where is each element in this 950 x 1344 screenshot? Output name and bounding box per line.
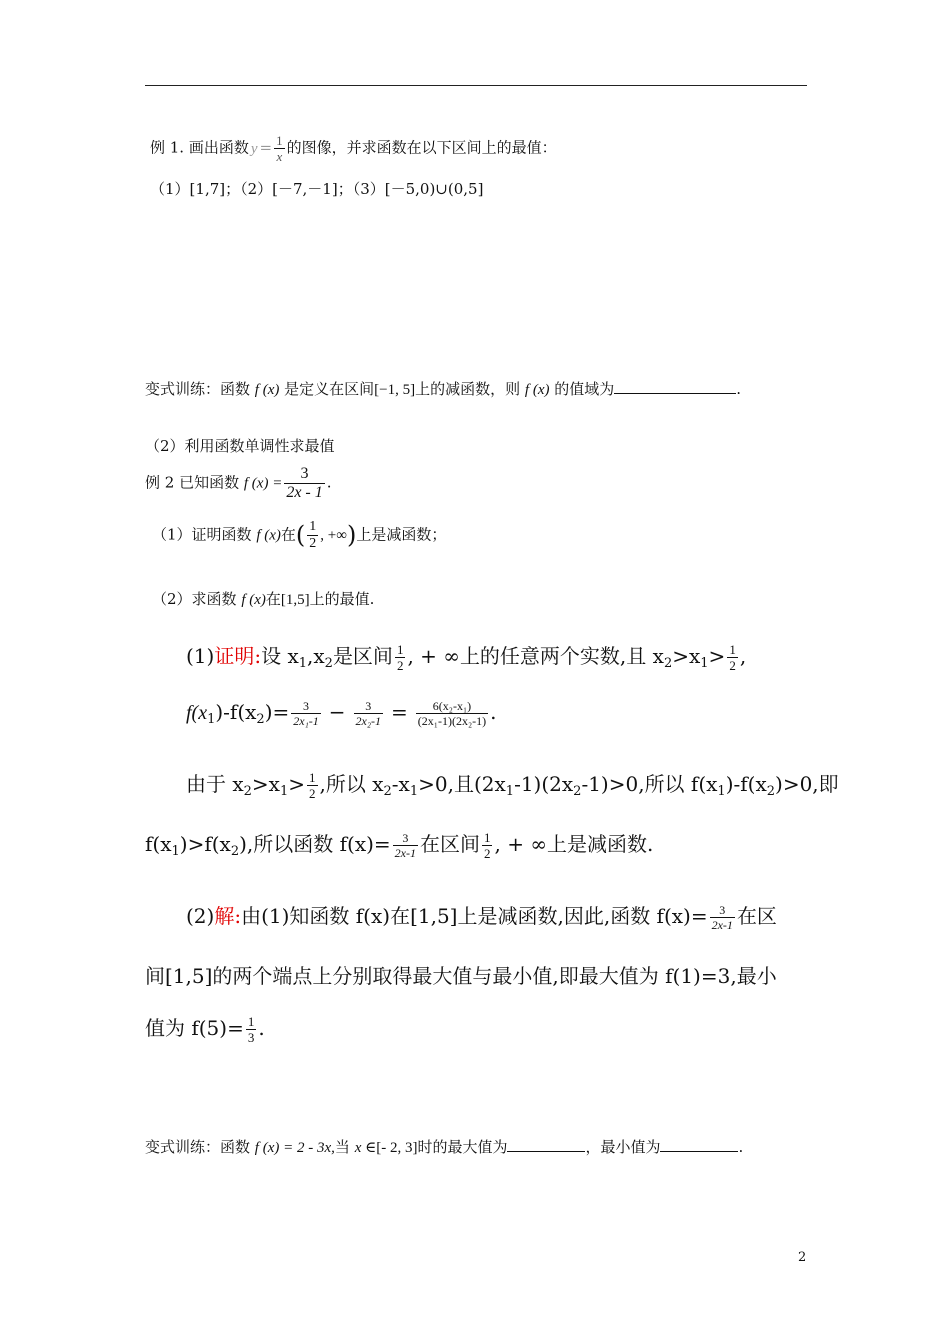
- example1-fraction: $\frac{1}{x}$: [276, 133, 283, 164]
- proof-label: 证明:: [214, 644, 262, 668]
- solution-line3: 值为 f(5)= $\frac{1}{3}$ .: [145, 1014, 265, 1045]
- example1-parts: （1）[1,7]；（2）[－7,－1]；（3）[－5,0)∪(0,5]: [150, 180, 484, 198]
- example2-q1: （1）证明函数 f (x)在( $\frac{1}{2}$ , +∞)上是减函数；: [152, 519, 447, 551]
- proof-line3: 由于 $x_2>x_1>$ $\frac{1}{2}$ ,所以 $x_2-x_1>0$,且$(2x_1-1)(2x_2-1)>0$,所以 $f(x_1)-f(x_2)>0$,即: [186, 770, 839, 801]
- answer-blank[interactable]: [614, 392, 736, 394]
- proof-line4: $f(x_1)>f(x_2)$,所以函数 f(x)= $\frac{3}{2x-1}$ 在区间 $\frac{1}{2}$ , + ∞上是减函数.: [145, 830, 654, 861]
- example1-line: 例 1. 画出函数 y = $\frac{1}{x}$ 的图像，并求函数在以下区间上的最值：: [150, 133, 557, 164]
- header-rule: [145, 85, 807, 86]
- example2-fraction: $\frac{3}{2x - 1}$: [286, 465, 323, 501]
- example2-q2: （2）求函数 f (x)在[1,5]上的最值.: [152, 590, 375, 608]
- variant1-line: 变式训练：函数 f (x) 是定义在区间[−1, 5]上的减函数，则 f (x) 的值域为 .: [145, 380, 742, 398]
- page-number: 2: [798, 1250, 807, 1265]
- solution-label: 解:: [214, 904, 242, 928]
- proof-line2: $f(x_1)-f(x_2)=$ $\frac{3}{\text{2x₁-1}}$ − $\frac{3}{\text{2x₂-1}}$ = $\frac{\text{6(x₂-x₁)}}{\text{(2x₁-1)(2x₂-1)}}$ .: [186, 699, 497, 728]
- section2-title: （2）利用函数单调性求最值: [145, 437, 335, 455]
- min-answer-blank[interactable]: [660, 1150, 738, 1152]
- variant2-line: 变式训练：函数 f (x) = 2 - 3x,当 x ∈[- 2, 3]时的最大值为 ，最小值为 .: [145, 1138, 744, 1156]
- solution-line2: 间[1,5]的两个端点上分别取得最大值与最小值,即最大值为 f(1)=3,最小: [145, 964, 777, 988]
- solution-line1: (2)解:由(1)知函数 f(x)在[1,5]上是减函数,因此,函数 f(x)= $\frac{3}{2x-1}$ 在区: [186, 903, 777, 932]
- proof-line1: (1)证明:设 $x_1,x_2$是区间 $\frac{1}{2}$ , + ∞上的任意两个实数,且 $x_2>x_1>$ $\frac{1}{2}$ ,: [186, 642, 747, 673]
- max-answer-blank[interactable]: [507, 1150, 585, 1152]
- example2-line: 例 2 已知函数 f (x) = $\frac{3}{2x - 1}$ .: [145, 465, 332, 501]
